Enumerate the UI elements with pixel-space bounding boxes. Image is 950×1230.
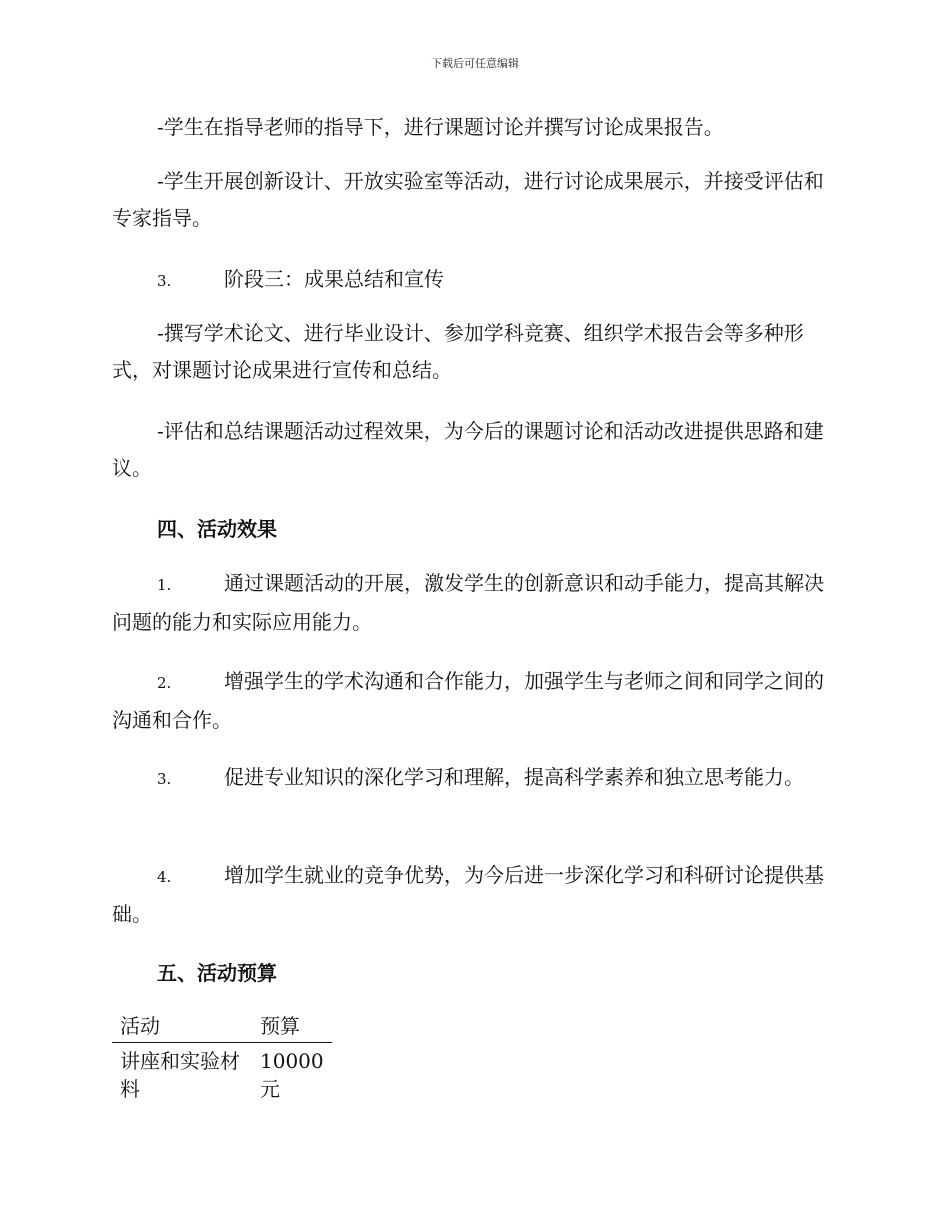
table-header-activity: 活动 [112, 1012, 252, 1043]
effect-item-1-text: 通过课题活动的开展，激发学生的创新意识和动手能力，提高其解决问题的能力和实际应用能力。 [112, 571, 824, 634]
paragraph-stage3-item1: -撰写学术论文、进行毕业设计、参加学科竞赛、组织学术报告会等多种形式，对课题讨论成果进行宣传和总结。 [112, 321, 804, 382]
stage3-text: 阶段三：成果总结和宣传 [224, 267, 444, 291]
effect-item-4 [112, 857, 836, 933]
effect-item-4-number: 4. [157, 868, 172, 886]
stage3-number: 3. [157, 272, 172, 290]
table-cell-budget: 10000元 [260, 1049, 324, 1101]
effect-item-4-text: 增加学生就业的竞争优势，为今后进一步深化学习和科研讨论提供基础。 [112, 863, 824, 926]
table-header-row [112, 1012, 332, 1043]
effect-item-3 [112, 759, 836, 798]
section5-heading: 五、活动预算 [157, 961, 277, 985]
table-header-budget: 预算 [252, 1012, 332, 1043]
effect-item-3-text: 促进专业知识的深化学习和理解，提高科学素养和独立思考能力。 [224, 765, 804, 789]
effect-item-3-number: 3. [157, 770, 172, 788]
effect-item-1-number: 1. [157, 576, 172, 594]
section4-heading: 四、活动效果 [157, 517, 277, 541]
paragraph-stage2-item1: -学生在指导老师的指导下，进行课题讨论并撰写讨论成果报告。 [157, 115, 724, 139]
paragraph-stage2-item2: -学生开展创新设计、开放实验室等活动，进行讨论成果展示，并接受评估和专家指导。 [112, 169, 824, 230]
budget-table [112, 1012, 332, 1103]
effect-item-2-text: 增强学生的学术沟通和合作能力，加强学生与老师之间和同学之间的沟通和合作。 [112, 669, 824, 732]
paragraph-stage3-item2: -评估和总结课题活动过程效果，为今后的课题讨论和活动改进提供思路和建议。 [112, 419, 824, 480]
table-row [112, 1043, 332, 1104]
effect-item-2 [112, 663, 836, 739]
table-cell-activity: 讲座和实验材料 [120, 1049, 240, 1101]
effect-item-2-number: 2. [157, 674, 172, 692]
effect-item-1 [112, 565, 836, 641]
stage3-heading [112, 261, 836, 300]
page-header: 下载后可任意编辑 [431, 57, 519, 70]
